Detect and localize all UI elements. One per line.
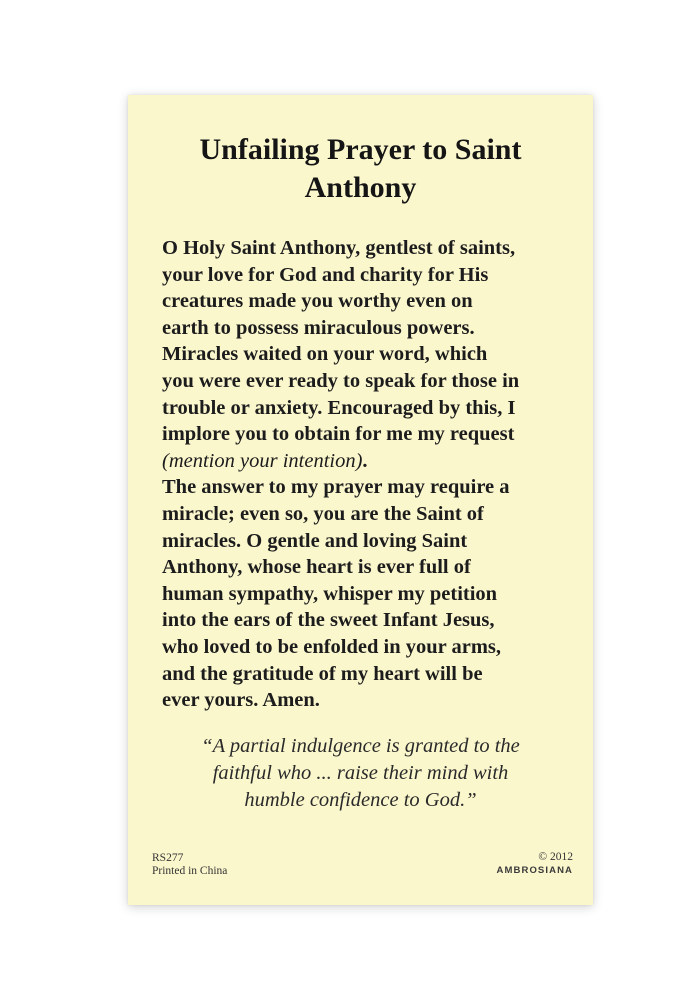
prayer-line: earth to possess miraculous powers.	[162, 316, 475, 339]
prayer-line: miracles. O gentle and loving Saint	[162, 529, 468, 552]
footer-left	[152, 852, 227, 878]
prayer-title	[128, 131, 593, 207]
prayer-line: your love for God and charity for His	[162, 263, 489, 286]
prayer-line: O Holy Saint Anthony, gentlest of saints,	[162, 237, 516, 259]
prayer-line: human sympathy, whisper my petition	[162, 582, 498, 605]
prayer-line: trouble or anxiety. Encouraged by this, I	[162, 396, 516, 419]
quote-line: faithful who ... raise their mind with	[212, 761, 509, 784]
title-line-2: Anthony	[304, 171, 417, 204]
quote-line: humble confidence to God.”	[244, 788, 477, 811]
copyright: © 2012	[538, 851, 573, 863]
prayer-line: miracle; even so, you are the Saint of	[162, 502, 484, 525]
intention-punct: .	[362, 449, 368, 472]
prayer-line: and the gratitude of my heart will be	[162, 662, 483, 685]
prayer-line: The answer to my prayer may require a	[162, 476, 510, 499]
intention-placeholder: (mention your intention)	[162, 449, 363, 472]
prayer-line: creatures made you worthy even on	[162, 290, 473, 313]
footer-right	[497, 850, 573, 878]
prayer-line: you were ever ready to speak for those in	[162, 369, 520, 392]
prayer-line: ever yours. Amen.	[162, 689, 320, 712]
intention-line	[162, 448, 582, 475]
prayer-line: who loved to be enfolded in your arms,	[162, 635, 502, 658]
indulgence-quote	[128, 733, 593, 813]
prayer-line: Miracles waited on your word, which	[162, 343, 488, 366]
prayer-line: implore you to obtain for me my request	[162, 423, 515, 446]
publisher-name: AMBROSIANA	[496, 865, 573, 876]
prayer-body	[162, 235, 582, 714]
print-origin: Printed in China	[152, 865, 228, 877]
prayer-line: Anthony, whose heart is ever full of	[162, 556, 471, 579]
quote-line: “A partial indulgence is granted to the	[201, 735, 520, 757]
title-line-1: Unfailing Prayer to Saint	[199, 133, 522, 166]
product-code: RS277	[152, 852, 184, 864]
prayer-card	[128, 95, 593, 905]
prayer-line: into the ears of the sweet Infant Jesus,	[162, 609, 495, 632]
